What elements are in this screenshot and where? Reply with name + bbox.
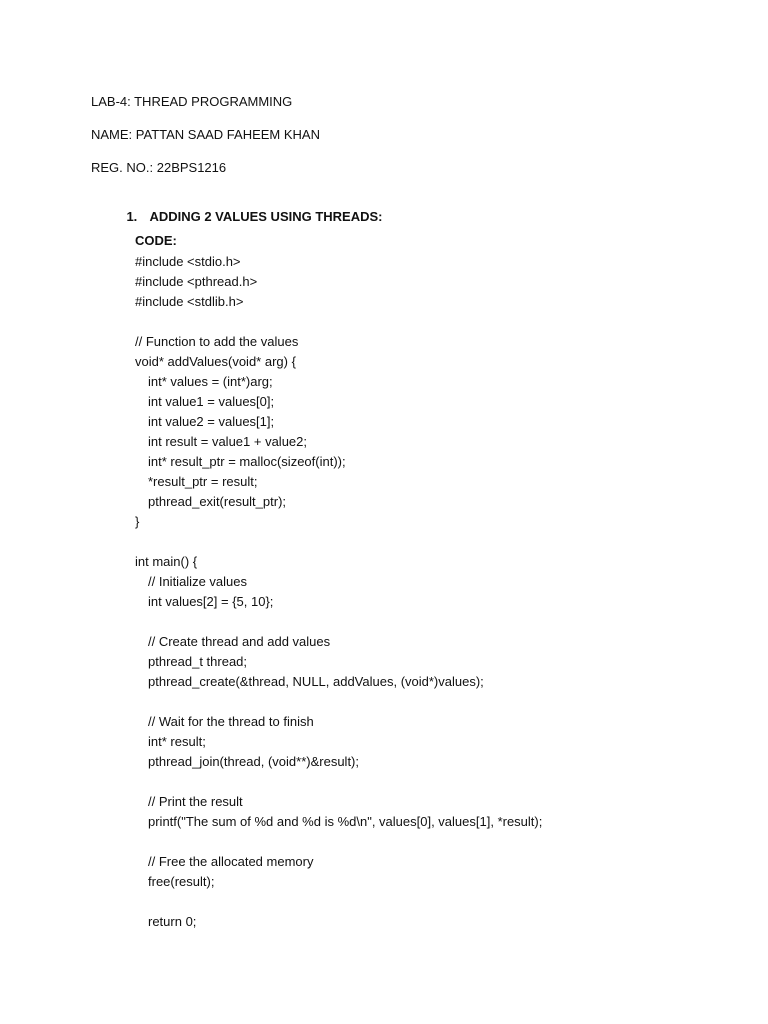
code-line [135, 312, 542, 332]
code-line: // Wait for the thread to finish [148, 714, 314, 729]
code-line: free(result); [148, 874, 215, 889]
code-line: #include <stdlib.h> [135, 294, 244, 309]
student-name: NAME: PATTAN SAAD FAHEEM KHAN [91, 127, 320, 142]
code-line: // Initialize values [148, 574, 247, 589]
code-line: pthread_exit(result_ptr); [148, 494, 287, 509]
code-line: pthread_create(&thread, NULL, addValues, (void*)values); [148, 674, 484, 689]
code-line [135, 772, 542, 792]
section-number: 1. [126, 209, 138, 224]
code-line: // Create thread and add values [148, 634, 331, 649]
code-line [135, 612, 542, 632]
code-line [135, 832, 542, 852]
code-line: #include <pthread.h> [135, 274, 258, 289]
code-line: } [135, 514, 140, 529]
registration-number: REG. NO.: 22BPS1216 [91, 160, 227, 175]
code-line: return 0; [148, 914, 197, 929]
code-line: int* result; [148, 734, 206, 749]
code-line [135, 692, 542, 712]
code-line: int value1 = values[0]; [148, 394, 275, 409]
code-line: int* result_ptr = malloc(sizeof(int)); [148, 454, 346, 469]
section-title: ADDING 2 VALUES USING THREADS: [149, 209, 383, 224]
code-line: #include <stdio.h> [135, 254, 241, 269]
code-line: int values[2] = {5, 10}; [148, 594, 274, 609]
code-line [135, 532, 542, 552]
code-line: pthread_join(thread, (void**)&result); [148, 754, 359, 769]
code-line: void* addValues(void* arg) { [135, 354, 296, 369]
code-line: int result = value1 + value2; [148, 434, 307, 449]
code-line: *result_ptr = result; [148, 474, 258, 489]
code-line: // Print the result [148, 794, 243, 809]
code-block [135, 252, 542, 932]
lab-title: LAB-4: THREAD PROGRAMMING [91, 94, 293, 109]
code-line: pthread_t thread; [148, 654, 248, 669]
code-line: int* values = (int*)arg; [148, 374, 273, 389]
code-label: CODE: [135, 233, 177, 248]
code-line: int main() { [135, 554, 198, 569]
code-line: int value2 = values[1]; [148, 414, 275, 429]
code-line: // Function to add the values [135, 334, 299, 349]
code-line: // Free the allocated memory [148, 854, 314, 869]
code-line: printf("The sum of %d and %d is %d\n", values[0], values[1], *result); [148, 814, 543, 829]
code-line [135, 892, 542, 912]
